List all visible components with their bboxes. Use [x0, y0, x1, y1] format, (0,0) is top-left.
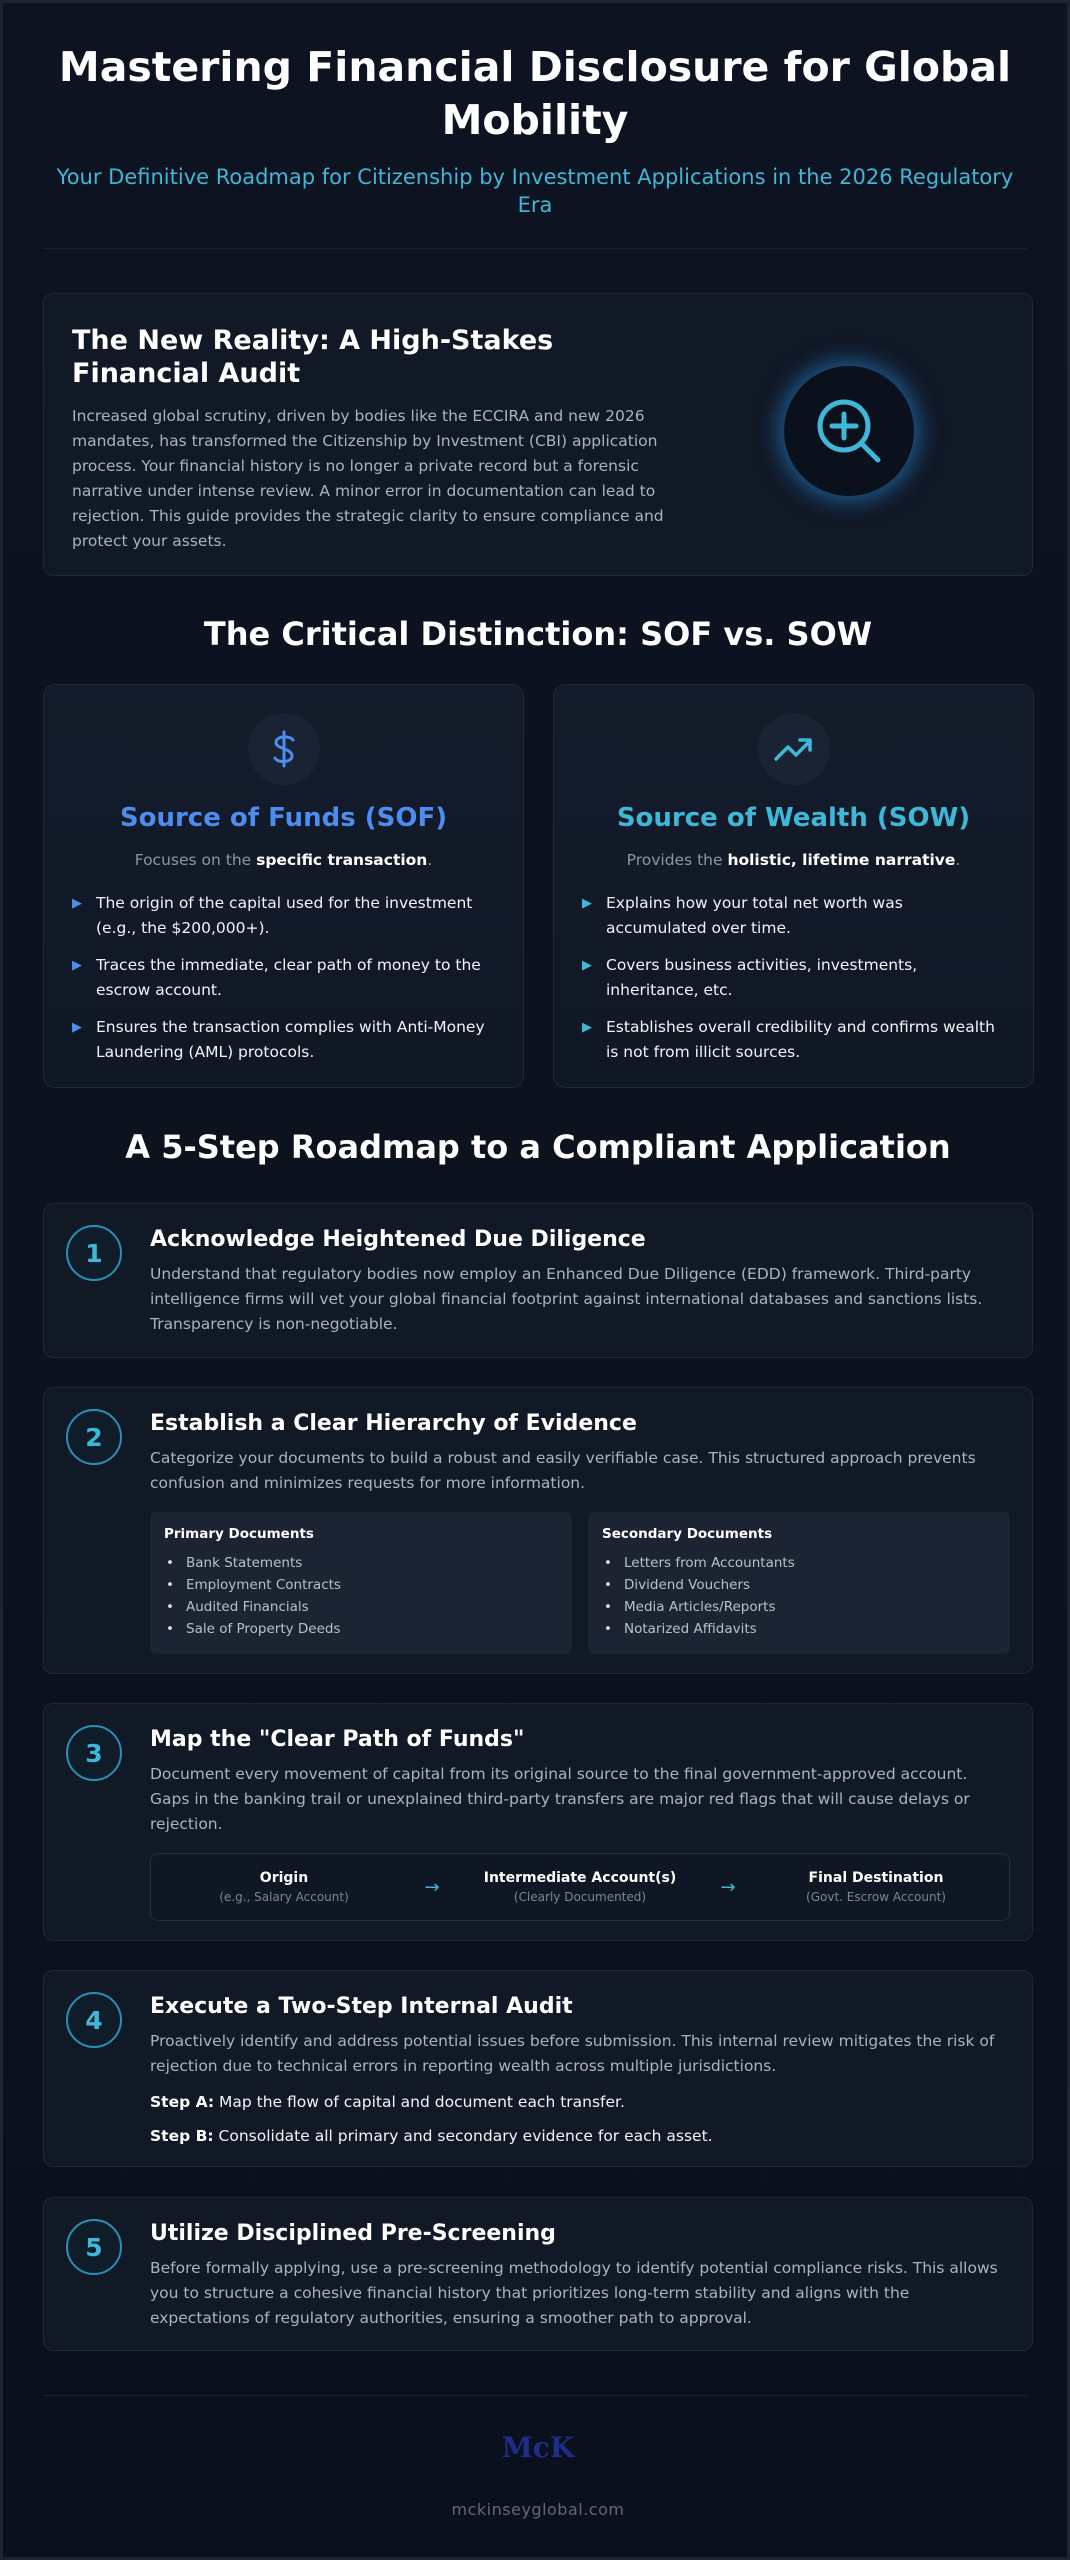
sow-title: Source of Wealth (SOW) [616, 803, 971, 833]
list-item-text: The origin of the capital used for the investment (e.g., the $200,000+). [96, 894, 473, 937]
secondary-documents-box [588, 1512, 1010, 1654]
funds-flow-diagram [150, 1853, 1010, 1921]
step-number: 3 [66, 1725, 122, 1781]
step-card-4 [43, 1970, 1033, 2167]
distinction-title: The Critical Distinction: SOF vs. SOW [203, 615, 873, 653]
step-number: 5 [66, 2219, 122, 2275]
step-number: 2 [66, 1409, 122, 1465]
step-body: Document every movement of capital from its original source to the final government-approved account. Gaps in the banking trail or unexplained third-party transfers are major red flags that will cause delays or rejection. [150, 1765, 970, 1833]
step-b [150, 2125, 1010, 2147]
step-body: Proactively identify and address potential issues before submission. This internal review mitigates the risk of rejection due to technical errors in reporting wealth across multiple jurisdictions. [150, 2032, 995, 2075]
sow-focus-prefix: Provides the [626, 851, 728, 869]
flow-node-sub: (e.g., Salary Account) [219, 1890, 349, 1904]
flow-node-label: Origin [259, 1870, 309, 1886]
list-item: • Dividend Vouchers [602, 1574, 996, 1596]
list-item [582, 891, 1005, 941]
list-item [582, 953, 1005, 1003]
list-item [72, 891, 495, 941]
flow-node-intermediate [447, 1870, 713, 1904]
step-body: Categorize your documents to build a robust and easily verifiable case. This structured approach prevents confusion and minimizes requests for more information. [150, 1449, 976, 1492]
step-title: Utilize Disciplined Pre-Screening [150, 2221, 556, 2246]
list-item: • Letters from Accountants [602, 1552, 996, 1574]
sof-focus-suffix: . [427, 851, 433, 869]
arrow-right-icon: → [720, 1876, 736, 1898]
sof-focus [72, 851, 495, 869]
list-item: • Sale of Property Deeds [164, 1618, 558, 1640]
primary-documents-title: Primary Documents [164, 1526, 314, 1542]
list-item-text: Traces the immediate, clear path of money to the escrow account. [96, 956, 481, 999]
list-item [72, 953, 495, 1003]
reality-title: The New Reality: A High-Stakes Financial Audit [72, 325, 554, 389]
sof-focus-bold: specific transaction [256, 851, 428, 869]
step-a-text: Map the flow of capital and document each transfer. [214, 2093, 625, 2111]
triangle-bullet-icon: ▶ [72, 958, 82, 973]
step-card-5 [43, 2197, 1033, 2351]
step-title: Map the "Clear Path of Funds" [150, 1727, 525, 1752]
step-a-label: Step A: [150, 2093, 215, 2111]
step-number: 1 [66, 1225, 122, 1281]
trend-up-icon [758, 713, 830, 785]
triangle-bullet-icon: ▶ [582, 1020, 592, 1035]
dollar-icon [248, 713, 320, 785]
list-item-text: Explains how your total net worth was accumulated over time. [606, 894, 903, 937]
sow-focus-suffix: . [955, 851, 961, 869]
primary-documents-box [150, 1512, 572, 1654]
sow-card [553, 684, 1034, 1088]
step-title: Execute a Two-Step Internal Audit [150, 1994, 573, 2019]
arrow-right-icon: → [424, 1876, 440, 1898]
footer-logo: McK [501, 2431, 575, 2464]
flow-node-origin [151, 1870, 417, 1904]
step-card-2 [43, 1387, 1033, 1674]
roadmap-title: A 5-Step Roadmap to a Compliant Application [125, 1128, 951, 1166]
evidence-hierarchy [150, 1512, 1010, 1654]
page-header [3, 3, 1067, 219]
step-card-3 [43, 1703, 1033, 1941]
list-item: • Media Articles/Reports [602, 1596, 996, 1618]
flow-node-label: Intermediate Account(s) [483, 1870, 677, 1886]
step-body: Before formally applying, use a pre-screening methodology to identify potential compliance risks. This allows you to structure a cohesive financial history that prioritizes long-term stability and aligns with the expectations of regulatory authorities, ensuring a smoother path to approval. [150, 2259, 998, 2327]
footer-divider [43, 2395, 1027, 2396]
list-item-text: Establishes overall credibility and confirms wealth is not from illicit sources. [606, 1018, 995, 1061]
step-b-text: Consolidate all primary and secondary evidence for each asset. [213, 2127, 713, 2145]
page-title: Mastering Financial Disclosure for Global Mobility [58, 43, 1012, 144]
footer-url[interactable]: mckinseyglobal.com [451, 2500, 625, 2519]
page-subtitle: Your Definitive Roadmap for Citizenship by Investment Applications in the 2026 Regulatory Era [56, 165, 1014, 217]
list-item-text: Covers business activities, investments, inheritance, etc. [606, 956, 918, 999]
triangle-bullet-icon: ▶ [582, 896, 592, 911]
list-item: • Notarized Affidavits [602, 1618, 996, 1640]
reality-body: Increased global scrutiny, driven by bodies like the ECCIRA and new 2026 mandates, has transformed the Citizenship by Investment (CBI) application process. Your financial history is no longer a private record but a forensic narrative under intense review. A minor error in documentation can lead to rejection. This guide provides the strategic clarity to ensure compliance and protect your assets. [72, 407, 664, 550]
list-item [582, 1015, 1005, 1065]
triangle-bullet-icon: ▶ [582, 958, 592, 973]
sow-focus [582, 851, 1005, 869]
flow-node-destination [743, 1870, 1009, 1904]
list-item: • Employment Contracts [164, 1574, 558, 1596]
flow-node-sub: (Clearly Documented) [513, 1890, 647, 1904]
triangle-bullet-icon: ▶ [72, 896, 82, 911]
step-card-1 [43, 1203, 1033, 1358]
sof-title: Source of Funds (SOF) [119, 803, 448, 833]
step-a [150, 2091, 1010, 2113]
step-body: Understand that regulatory bodies now employ an Enhanced Due Diligence (EDD) framework. Third-party intelligence firms will vet your global financial footprint against international databases and sanctions lists. Transparency is non-negotiable. [150, 1265, 983, 1333]
secondary-documents-title: Secondary Documents [602, 1526, 773, 1542]
list-item: • Audited Financials [164, 1596, 558, 1618]
header-divider [43, 248, 1027, 249]
sof-focus-prefix: Focuses on the [134, 851, 257, 869]
flow-node-label: Final Destination [808, 1870, 944, 1886]
magnifier-plus-icon [784, 366, 914, 496]
list-item-text: Ensures the transaction complies with Anti-Money Laundering (AML) protocols. [96, 1018, 485, 1061]
list-item [72, 1015, 495, 1065]
list-item: • Bank Statements [164, 1552, 558, 1574]
reality-card [43, 293, 1033, 576]
sof-card [43, 684, 524, 1088]
sow-focus-bold: holistic, lifetime narrative [727, 851, 956, 869]
sow-list [582, 891, 1005, 1065]
flow-node-sub: (Govt. Escrow Account) [806, 1890, 946, 1904]
step-title: Establish a Clear Hierarchy of Evidence [150, 1411, 637, 1436]
step-title: Acknowledge Heightened Due Diligence [150, 1227, 646, 1252]
step-b-label: Step B: [150, 2127, 214, 2145]
step-number: 4 [66, 1992, 122, 2048]
triangle-bullet-icon: ▶ [72, 1020, 82, 1035]
sof-list [72, 891, 495, 1065]
